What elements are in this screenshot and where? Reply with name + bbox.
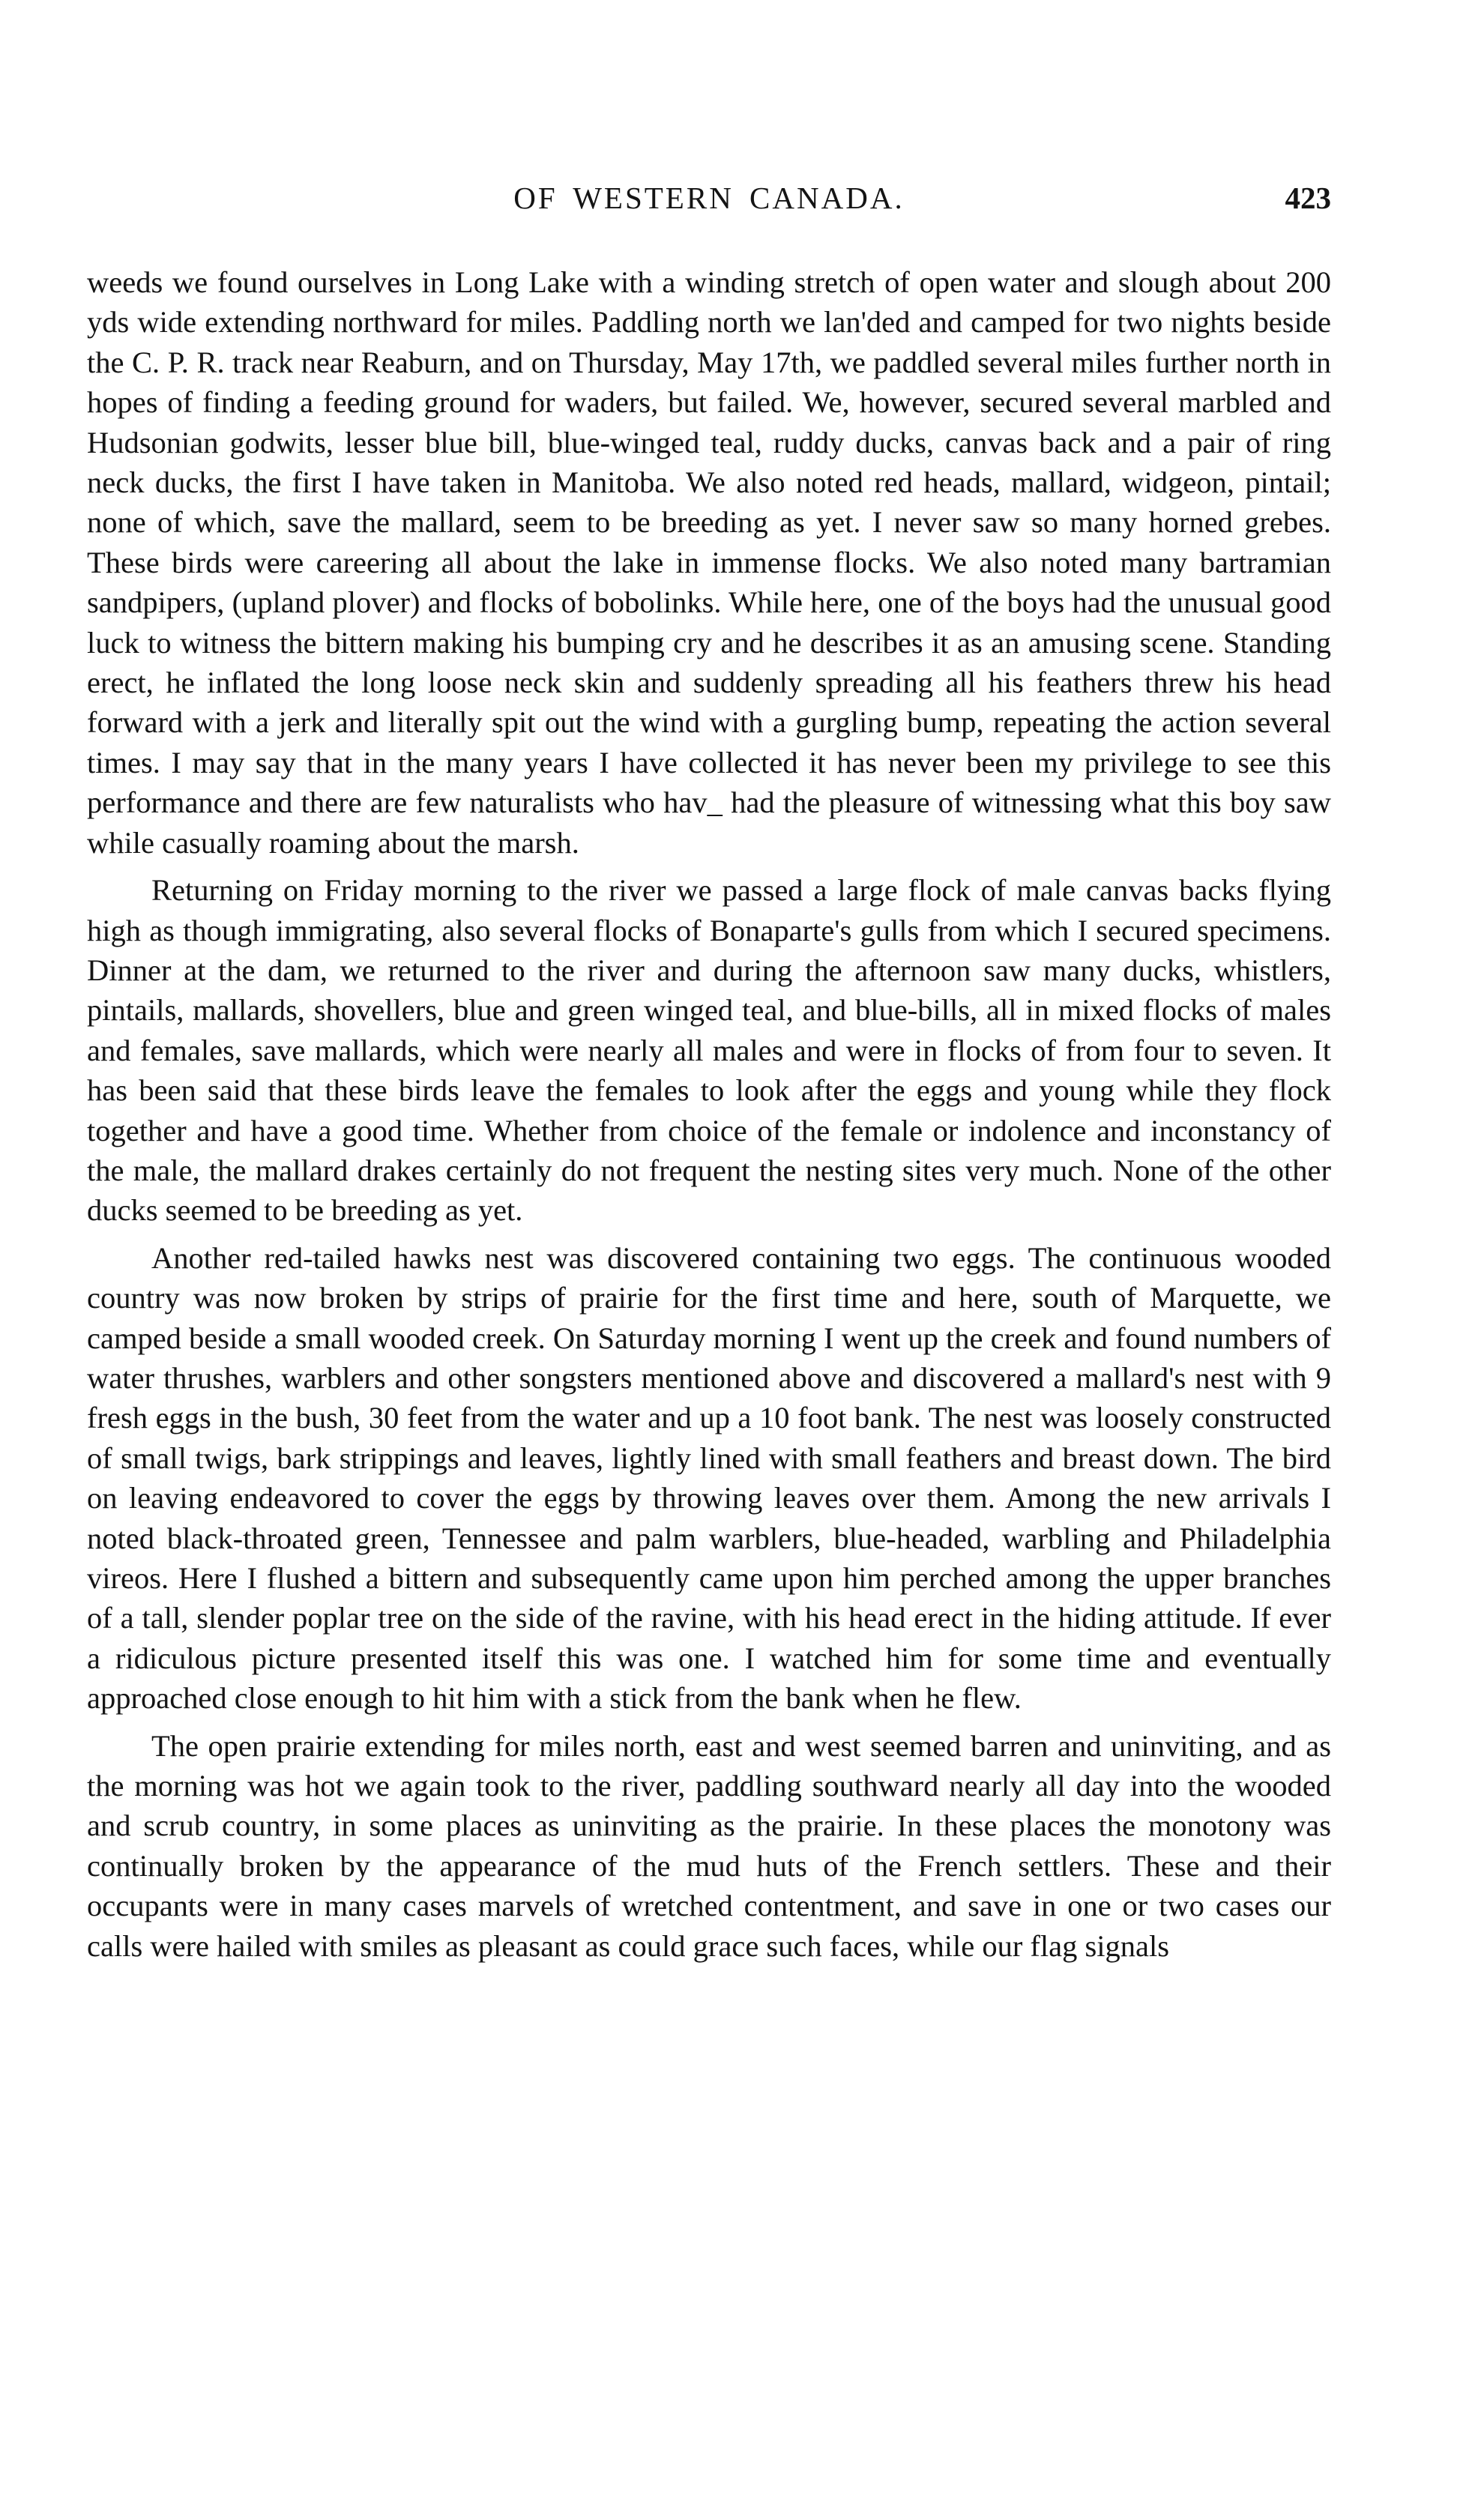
page-header <box>87 180 1331 225</box>
paragraph-hawks-nest: Another red-tailed hawks nest was discovered containing two eggs. The continuous wooded country was now broken by strips of prairie for the first time and here, south of Marquette, we camped beside a small wooded creek. On Saturday morning I went up the creek and found numbers of water thrushes, warblers and other songsters mentioned above and discovered a mallard's nest with 9 fresh eggs in the bush, 30 feet from the water and up a 10 foot bank. The nest was loosely constructed of small twigs, bark strippings and leaves, lightly lined with small feathers and breast down. The bird on leaving endeavored to cover the eggs by throwing leaves over them. Among the new arrivals I noted black-throated green, Tennessee and palm warblers, blue-headed, warbling and Philadelphia vireos. Here I flushed a bittern and subsequently came upon him perched among the upper branches of a tall, slender poplar tree on the side of the ravine, with his head erect in the hiding attitude. If ever a ridiculous picture presented itself this was one. I watched him for some time and eventually approached close enough to hit him with a stick from the bank when he flew. <box>87 1240 1331 1716</box>
running-title: OF WESTERN CANADA. <box>513 181 905 215</box>
paragraph-open-prairie: The open prairie extending for miles north, east and west seemed barren and uninviting, and as the morning was hot we again took to the river, paddling southward nearly all day into the wooded and scrub country, in some places as uninviting as the prairie. In these places the monotony was continually broken by the appearance of the mud huts of the French settlers. These and their occupants were in many cases marvels of wretched contentment, and save in one or two cases our calls were hailed with smiles as pleasant as could grace such faces, while our flag signals <box>87 1728 1331 1963</box>
page-number: 423 <box>1285 181 1331 215</box>
book-page <box>87 180 1331 1973</box>
paragraph-returning: Returning on Friday morning to the river we passed a large flock of male canvas backs flying high as though immigrating, also several flocks of Bonaparte's gulls from which I secured specimens. Dinner at the dam, we returned to the river and during the afternoon saw many ducks, whistlers, pintails, mallards, shovellers, blue and green winged teal, and blue-bills, all in mixed flocks of males and females, save mallards, which were nearly all males and were in flocks of from four to seven. It has been said that these birds leave the females to look after the eggs and young while they flock together and have a good time. Whether from choice of the female or indolence and inconstancy of the male, the mallard drakes certainly do not frequent the nesting sites very much. None of the other ducks seemed to be breeding as yet. <box>87 873 1331 1228</box>
paragraph-continued: weeds we found ourselves in Long Lake with a winding stretch of open water and slough about 200 yds wide extending northward for miles. Paddling north we lan'ded and camped for two nights beside the C. P. R. track near Reaburn, and on Thursday, May 17th, we paddled several miles further north in hopes of finding a feeding ground for waders, but failed. We, however, secured several marbled and Hudsonian godwits, lesser blue bill, blue-winged teal, ruddy ducks, canvas back and a pair of ring neck ducks, the first I have taken in Manitoba. We also noted red heads, mallard, widgeon, pintail; none of which, save the mallard, seem to be breeding as yet. I never saw so many horned grebes. These birds were careering all about the lake in immense flocks. We also noted many bartramian sandpipers, (upland plover) and flocks of bobolinks. While here, one of the boys had the unusual good luck to witness the bittern making his bumping cry and he describes it as an amusing scene. Standing erect, he inflated the long loose neck skin and suddenly spreading all his feathers threw his head forward with a jerk and literally spit out the wind with a gurgling bump, repeating the action several times. I may say that in the many years I have collected it has never been my privilege to see this performance and there are few naturalists who hav_ had the pleasure of witnessing what this boy saw while casually roaming about the marsh. <box>87 265 1331 860</box>
page-body <box>87 262 1331 1966</box>
